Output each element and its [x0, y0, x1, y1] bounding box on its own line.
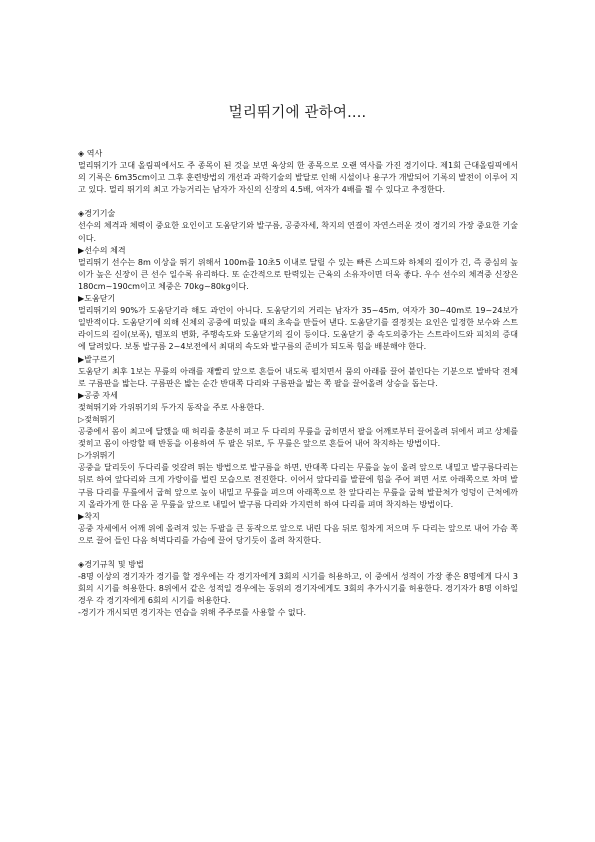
subsection-heading-scissors: ▷가위뛰기: [78, 451, 116, 461]
subsection-text-takeoff: 도움닫기 최후 1보는 무릎의 아래를 재빨리 앞으로 흔들어 내도록 펼치면서 뭄의 아래를 끌어 붙인다는 기분으로 발바닥 전체로 구름판을 밟는다. 구름판은 밟는 순간 반대쪽 다리와 구름판을 밟는 쪽 팔을 끌어올려 상승을 돕는다.: [78, 366, 518, 388]
section-heading-rules: ◈경기규칙 및 방법: [78, 560, 144, 569]
section-text-technique: 선수의 체격과 체력이 중요한 요인이고 도움닫기와 발구름, 공중자세, 착지의 연결이 자연스러운 것이 경기의 가장 중요한 기술이다.: [78, 221, 518, 243]
subsection-text-flight: 젖혀뛰기와 가위뛰기의 두가지 동작을 주로 사용한다.: [78, 402, 265, 412]
subsection-text-landing: 공중 자세에서 어깨 위에 올려져 있는 두팔을 큰 동작으로 앞으로 내린 다음 뒤로 힘차게 저으며 두 다리는 앞으로 내어 가슴 쪽으로 끌어 들인 다음 허벅다리를 가슴에 끌어 당기듯이 올려 착지한다.: [78, 523, 518, 545]
section-text-history: 멀리뛰기가 고대 올림픽에서도 주 종목이 된 것을 보면 육상의 한 종목으로 오랜 역사를 가진 경기이다. 제1회 근대올림픽에서의 기록은 6m35cm이고 그후 훈련방법의 개선과 과학기술의 발달로 인해 시설이나 용구가 개발되어 기록의 발전이 이루어 지고 있다. 멀리 뛰기의 최고 가능거리는 남자가 자신의 신장의 4.5배, 여자가 4배를 뛸 수 있다고 추정한다.: [78, 161, 518, 195]
subsection-text-physique: 멀리뛰기 선수는 8m 이상을 뛰기 위해서 100m를 10초5 이내로 달릴 수 있는 빠른 스피드와 하체의 길이가 긴, 즉 중심의 높이가 높은 신장이 큰 선수 일수록 유리하다. 또 순간적으로 탄력있는 근육의 소유자이면 더욱 좋다. 우수 선수의 체격중 신장은 180cm~190cm이고 체중은 70kg~80kg이다.: [78, 257, 518, 291]
subsection-heading-approach: ▶도움닫기: [78, 294, 116, 304]
document-title: 멀리뛰기에 관하여....: [228, 105, 367, 121]
rules-line: -8명 이상의 경기자가 경기를 할 경우에는 각 경기자에게 3회의 시기를 허용하고, 이 중에서 성적이 가장 좋은 8명에게 다시 3회의 시기를 허용한다. 8위에서 같은 성적일 경우에는 동위의 경기자에게도 3회의 추가시기를 허용한다. 경기자가 8명 이하일 경우 각 경기자에게 6회의 시기를 허용한다.: [78, 572, 518, 606]
subsection-text-approach: 멀리뛰기의 90%가 도움닫기라 해도 과언이 아니다. 도움닫기의 거리는 남자가 35~45m, 여자가 30~40m로 19~24보가 일반적이다. 도움닫기에 의해 신체의 공중에 떠있을 때의 초속을 만들어 낸다. 도움닫기를 결정짓는 요인은 일정한 보수와 스트라이드의 길이(보폭), 템포의 변화, 주행속도와 도움닫기의 길이 등이다. 도움닫기 중 속도의중가는 스트라이드와 피치의 증대에 달려있다. 보통 발구름 2~4보전에서 최대의 속도와 발구름의 준비가 되도록 힘을 배분해야 한다.: [78, 306, 518, 352]
subsection-heading-landing: ▶착지: [78, 511, 100, 521]
subsection-heading-hang: ▷젖혀뛰기: [78, 414, 116, 424]
subsection-heading-flight: ▶공중 자세: [78, 390, 118, 400]
subsection-text-scissors: 공중을 달리듯이 두다리를 엇갈려 뛰는 방법으로 발구름을 하면, 반대쪽 다리는 무릎을 높이 올려 앞으로 내밀고 발구름다리는 뒤로 하여 앞다리와 크게 가랑이를 벌린 모습으로 전진한다. 이어서 앞다리를 발끝에 힘을 주어 펴면 서로 아래쪽으로 차며 발구름 다리를 무릎에서 굽혀 앞으로 높이 내밀고 무릎을 펴으며 아래쪽으로 찬 앞다리는 무릎을 굽혀 발끝처가 엉덩이 근처에까지 올라가게 한 다음 곧 무릎을 앞으로 내밀어 발구름 다리와 가지런히 하여 다리를 펴며 착지하는 방법이다.: [78, 463, 518, 509]
subsection-heading-takeoff: ▶발구르기: [78, 354, 116, 364]
section-heading-history: ◈ 역사: [78, 149, 103, 158]
subsection-heading-physique: ▶선수의 체격: [78, 245, 126, 255]
document-body: [78, 148, 518, 619]
subsection-text-hang: 공중에서 몸이 최고에 달했을 때 허리를 충분히 펴고 두 다리의 무릎을 굽히면서 팔을 어깨로부터 끌어올려 뒤에서 펴고 상체를 젖히고 몸이 아랑할 때 반동을 이용하여 두 팔은 뒤로, 두 무릎은 앞으로 흔들어 내어 착지하는 방법이다.: [78, 427, 518, 449]
section-heading-technique: ◈경기기술: [78, 209, 116, 219]
rules-line: -경기가 개시되면 경기자는 연습을 위해 주주로를 사용할 수 없다.: [78, 608, 307, 618]
